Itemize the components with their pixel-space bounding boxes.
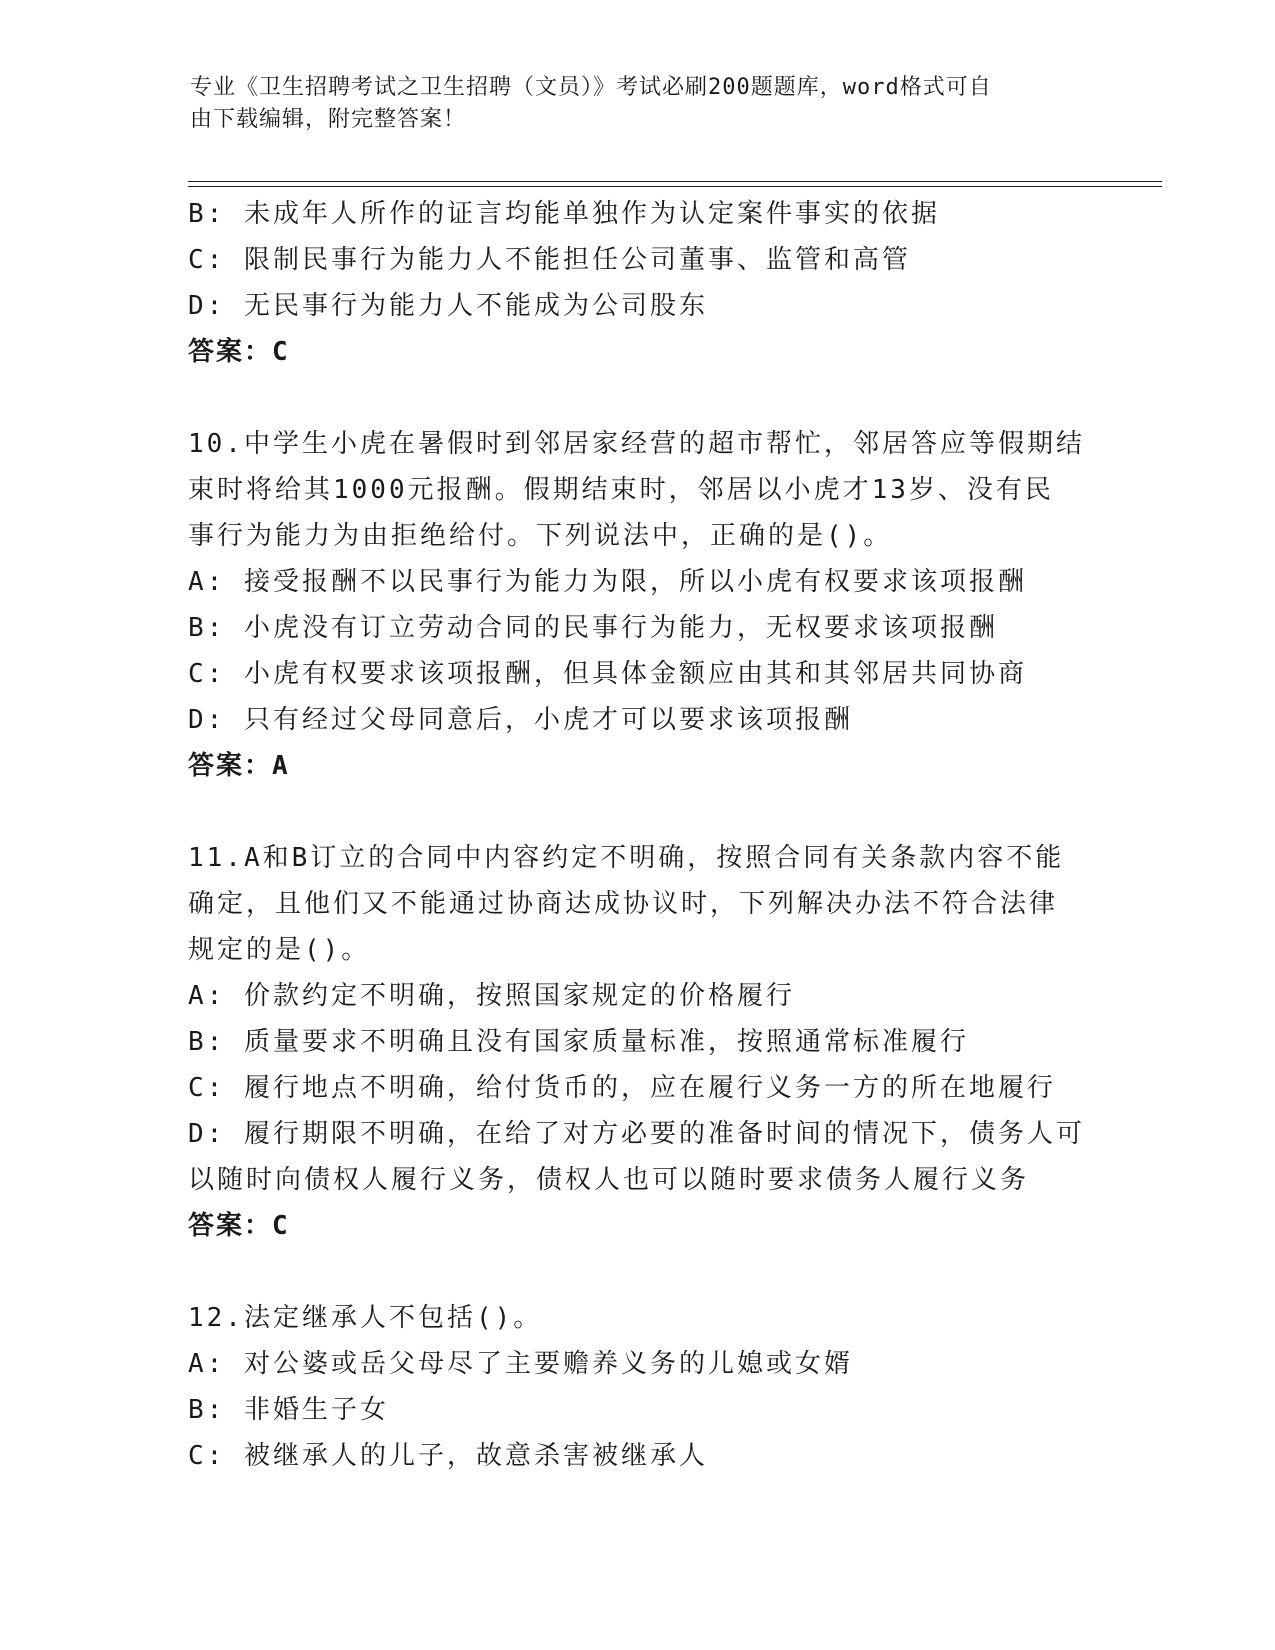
question-text-line: B: 小虎没有订立劳动合同的民事行为能力，无权要求该项报酬 [188,613,998,643]
block-gap [188,1249,1088,1295]
answer-line: 答案：C [188,337,290,367]
question-text-line: 束时将给其1000元报酬。假期结束时，邻居以小虎才13岁、没有民 [188,475,1054,505]
header-line-1: 专业《卫生招聘考试之卫生招聘（文员）》考试必刷200题题库，word格式可自 [190,75,992,100]
question-text-line: 确定，且他们又不能通过协商达成协议时，下列解决办法不符合法律 [188,889,1059,919]
question-text-line: 事行为能力为由拒绝给付。下列说法中，正确的是()。 [188,521,893,551]
header-rule-top [188,181,1162,182]
question-text-line: A: 对公婆或岳父母尽了主要赡养义务的儿媳或女婿 [188,1349,853,1379]
question-block [188,421,1088,789]
question-text-line: 以随时向债权人履行义务，债权人也可以随时要求债务人履行义务 [188,1165,1030,1195]
question-text-line: 11.A和B订立的合同中内容约定不明确，按照合同有关条款内容不能 [188,843,1065,873]
question-text-line: C: 限制民事行为能力人不能担任公司董事、监管和高管 [188,245,911,275]
answer-line: 答案：C [188,1211,290,1241]
question-block [188,835,1088,1249]
block-gap [188,789,1088,835]
question-text-line: B: 非婚生子女 [188,1395,389,1425]
header-rule-bottom [188,186,1162,187]
question-text-line: B: 未成年人所作的证言均能单独作为认定案件事实的依据 [188,199,940,229]
block-gap [188,375,1088,421]
question-text-line: D: 无民事行为能力人不能成为公司股东 [188,291,708,321]
question-block [188,1295,1088,1479]
question-text-line: C: 被继承人的儿子，故意杀害被继承人 [188,1441,708,1471]
question-text-line: D: 履行期限不明确，在给了对方必要的准备时间的情况下，债务人可 [188,1119,1085,1149]
document-header [190,72,1090,136]
header-line-2: 由下载编辑，附完整答案！ [190,107,467,132]
question-block [188,191,1088,375]
question-list [188,191,1088,1479]
question-text-line: B: 质量要求不明确且没有国家质量标准，按照通常标准履行 [188,1027,969,1057]
question-text-line: C: 履行地点不明确，给付货币的，应在履行义务一方的所在地履行 [188,1073,1056,1103]
question-text-line: A: 价款约定不明确，按照国家规定的价格履行 [188,981,795,1011]
question-text-line: C: 小虎有权要求该项报酬，但具体金额应由其和其邻居共同协商 [188,659,1027,689]
question-text-line: 10.中学生小虎在暑假时到邻居家经营的超市帮忙，邻居答应等假期结 [188,429,1085,459]
answer-line: 答案：A [188,751,290,781]
question-text-line: A: 接受报酬不以民事行为能力为限，所以小虎有权要求该项报酬 [188,567,1027,597]
question-text-line: 规定的是()。 [188,935,371,965]
question-text-line: 12.法定继承人不包括()。 [188,1303,543,1333]
question-text-line: D: 只有经过父母同意后，小虎才可以要求该项报酬 [188,705,853,735]
